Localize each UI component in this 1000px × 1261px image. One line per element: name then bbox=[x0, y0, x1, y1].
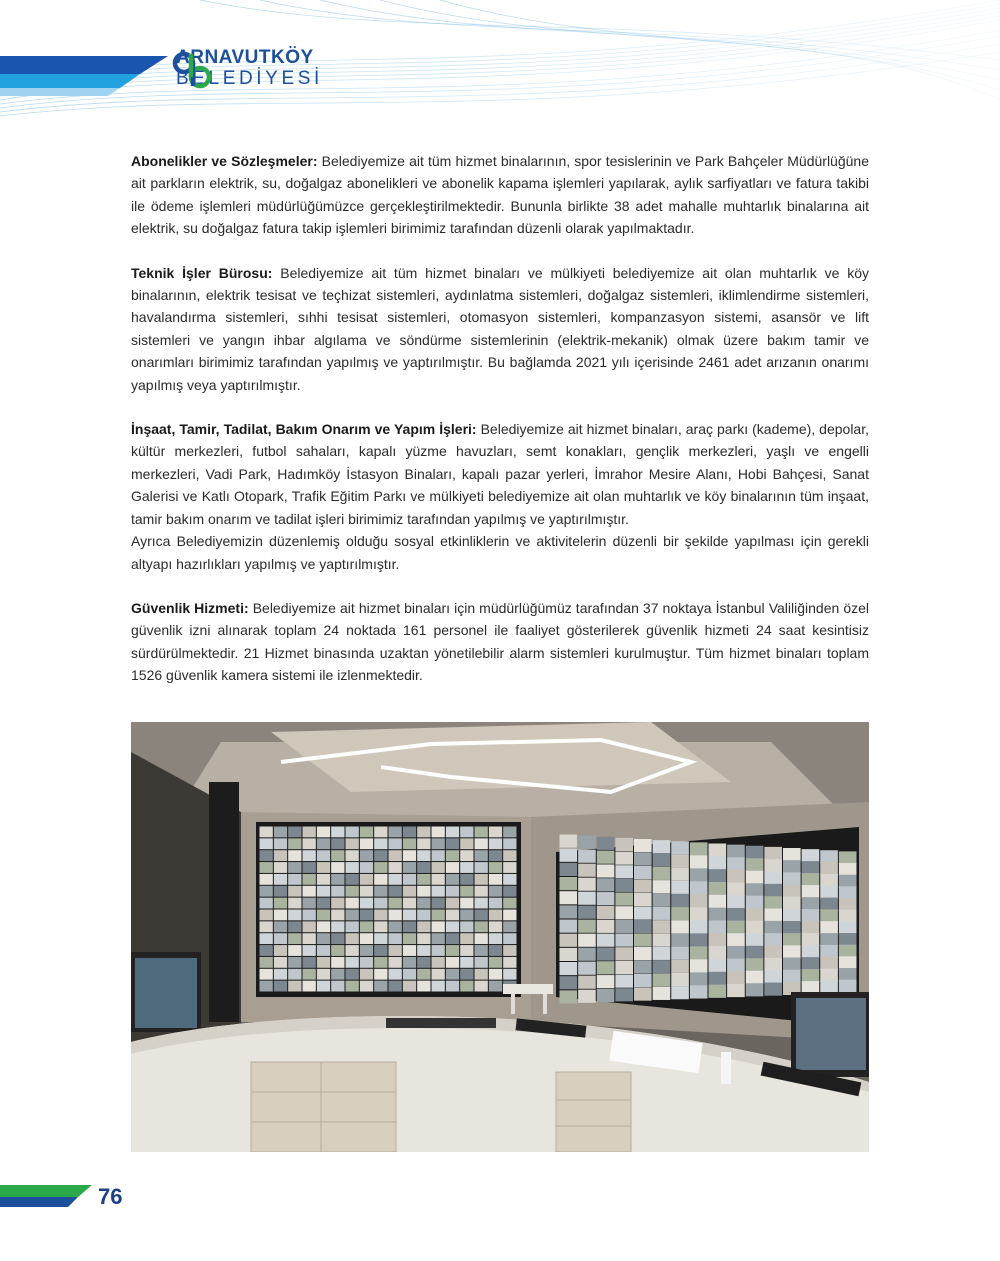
page-header bbox=[0, 0, 1000, 122]
municipality-logo bbox=[170, 48, 323, 88]
section-technical-office bbox=[131, 262, 869, 396]
header-blue-band bbox=[0, 56, 168, 74]
logo-emblem-icon bbox=[170, 48, 214, 92]
footer-accent-bar bbox=[0, 1185, 92, 1207]
control-room-illustration bbox=[131, 722, 869, 1152]
section-body: Belediyemize ait tüm hizmet binalarının, spor tesislerinin ve Park Bahçeler Müdürlüğüne ait parkların elektrik, su, doğalgaz abonelikleri ve abonelik kapama işlemleri yapılarak, aylık sarfiyatları ve fatura takibi ile ödeme işlemleri müdürlüğümüzce gerçekleştirilmektedir. Bununla birlikte 38 adet mahalle muhtarlık binalarına ait elektrik, su doğalgaz fatura takip işlemleri birimimiz tarafından düzenli olarak yapılmaktadır. bbox=[131, 153, 869, 237]
section-heading: Teknik İşler Bürosu: bbox=[131, 264, 273, 281]
page-number: 76 bbox=[98, 1184, 123, 1209]
header-cyan-band bbox=[0, 74, 140, 88]
section-construction-extra bbox=[131, 530, 869, 575]
header-wave-pattern bbox=[0, 0, 1000, 122]
section-body: Belediyemize ait hizmet binaları, araç parkı (kademe), depolar, kültür merkezleri, futbol sahaları, kapalı yüzme havuzları, semt konakları, gençlik merkezleri, yaşlı ve engelli merkezleri, Vadi Park, Hadımköy İstasyon Binaları, kapalı pazar yerleri, İmrahor Mesire Alanı, Hobi Bahçesi, Sanat Galerisi ve Katlı Otopark, Trafik Eğitim Parkı ve mülkiyeti belediyemize ait olan muhtarlık ve köy binalarının tüm inşaat, tamir bakım onarım ve tadilat işleri birimimiz tarafından yapılmış ve yaptırılmıştır. bbox=[131, 421, 869, 527]
control-room-photo bbox=[131, 722, 869, 1152]
section-heading: İnşaat, Tamir, Tadilat, Bakım Onarım ve Yapım İşleri: bbox=[131, 421, 477, 438]
section-body: Belediyemize ait tüm hizmet binaları ve mülkiyeti belediyemize ait olan muhtarlık ve köy binalarının, elektrik tesisat ve teçhizat sistemleri, aydınlatma sistemleri, doğalgaz sistemleri, iklimlendirme sistemleri, havalandırma sistemleri, sıhhi tesisat sistemleri, otomasyon sistemleri, kompanzasyon sistemi, asansör ve lift sistemleri ve yangın ihbar algılama ve söndürme sistemlerinin (elektrik-mekanik) olmak üzere bakım tamir ve onarımları birimimiz tarafından yapılmış ve yaptırılmıştır. Bu bağlamda 2021 yılı içerisinde 2461 adet arızanın onarımı yapılmış veya yaptırılmıştır. bbox=[131, 264, 869, 393]
page-content bbox=[131, 150, 869, 709]
section-body: Ayrıca Belediyemizin düzenlemiş olduğu sosyal etkinliklerin ve aktivitelerin düzenli bir şekilde yapılması için gerekli altyapı hazırlıkları yapılmış ve yaptırılmıştır. bbox=[131, 533, 869, 572]
section-construction bbox=[131, 418, 869, 530]
section-heading: Güvenlik Hizmeti: bbox=[131, 599, 249, 616]
section-subscriptions bbox=[131, 150, 869, 240]
section-heading: Abonelikler ve Sözleşmeler: bbox=[131, 153, 318, 169]
logo-subtitle: BELEDİYESİ bbox=[176, 68, 323, 89]
section-body: Belediyemize ait hizmet binaları için müdürlüğümüz tarafından 37 noktaya İstanbul Valiliğinden özel güvenlik izni alınarak toplam 24 noktada 161 personel ile faaliyet gösterilerek güvenlik hizmeti 24 saat kesintisiz sürdürülmektedir. 21 Hizmet binasında uzaktan yönetilebilir alarm sistemleri kurulmuştur. Tüm hizmet binaları toplam 1526 güvenlik kamera sistemi ile izlenmektedir. bbox=[131, 599, 870, 684]
logo-title: ARNAVUTKÖY bbox=[176, 47, 314, 68]
section-security bbox=[131, 597, 869, 687]
